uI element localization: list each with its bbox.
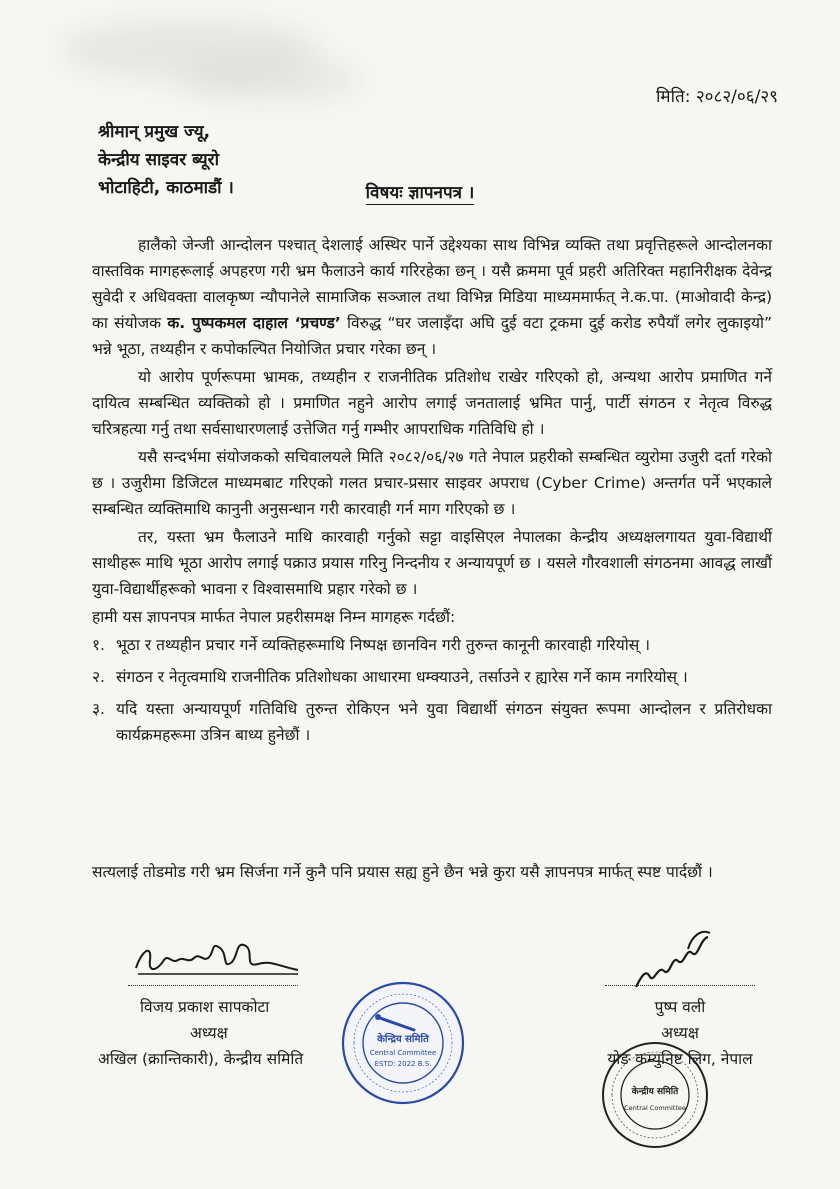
stamp-blue-line-1: केन्द्रिय समिति <box>377 1034 429 1045</box>
demand-item <box>92 664 772 690</box>
leader-name: क. पुष्पकमल दाहाल ‘प्रचण्ड’ <box>167 314 341 332</box>
letter-body <box>92 232 772 754</box>
signature-left <box>128 930 308 985</box>
stamp-black-line-1: केन्द्रीय समिति <box>631 1087 679 1097</box>
stamp-blue-line-3: ESTD: 2022 B.S. <box>374 1060 432 1068</box>
demand-text: भूठा र तथ्यहीन प्रचार गर्ने व्यक्तिहरूमाथि निष्पक्ष छानविन गरी तुरुन्त कानूनी कारवाही गरियोस् । <box>116 636 650 654</box>
demand-item <box>92 696 772 748</box>
paragraph-1-part-a: हालैको जेन्जी आन्दोलन पश्चात् देशलाई अस्थिर पार्ने उद्देश्यका साथ विभिन्न व्यक्ति तथा प्रवृत्तिहरूले आन्दोलनका वास्तविक मागहरूलाई अपहरण गरी भ्रम फैलाउने कार्य गरिरहेका छन् । यसै क्रममा पूर्व प्रहरी अतिरिक्त महानिरीक्षक देवेन्द्र सुवेदी र अधिवक्ता वालकृष्ण न्यौपानेले सामाजिक सञ्जाल तथा विभिन्न मिडिया माध्यममार्फत् ने.क.पा. (माओवादी केन्द्र) का संयोजक <box>92 236 772 332</box>
paragraph-1-part-b: विरुद्ध “घर जलाइँदा अघि दुई वटा ट्रकमा दुई करोड रुपैयाँ लगेर लुकाइयो” भन्ने भूठा, तथ्यहीन र कपोकल्पित नियोजित प्रचार गरेका छन् । <box>92 314 772 358</box>
letter-date: मिति: २०८२/०६/२९ <box>656 87 778 107</box>
paragraph-1 <box>92 232 772 362</box>
signatory-right-title: अध्यक्ष <box>661 1024 699 1042</box>
signature-line-right <box>605 985 755 986</box>
demand-text: संगठन र नेतृत्वमाथि राजनीतिक प्रतिशोधका आधारमा धम्क्याउने, तर्साउने र ह्यारेस गर्ने काम नगरियोस् । <box>116 668 688 686</box>
demand-number: ३. <box>92 700 105 718</box>
signatory-left-title: अध्यक्ष <box>190 1024 228 1042</box>
demand-number: १. <box>92 636 105 654</box>
demand-number: २. <box>92 668 105 686</box>
demands-intro: हामी यस ज्ञापनपत्र मार्फत नेपाल प्रहरीसमक्ष निम्न मागहरू गर्दछौं: <box>92 608 456 626</box>
recipient-line-2: केन्द्रीय साइवर ब्यूरो <box>98 150 219 170</box>
signatory-right-org: योङ कम्युनिष्ट लिग, नेपाल <box>607 1050 753 1068</box>
stamp-black-line-2: Central Committee <box>624 1104 686 1112</box>
demand-item <box>92 632 772 658</box>
paragraph-2: यो आरोप पूर्णरूपमा भ्रामक, तथ्यहीन र राजनीतिक प्रतिशोध राखेर गरिएको हो, अन्यथा आरोप प्रमाणित गर्ने दायित्व सम्बन्धित व्यक्तिको हो । प्रमाणित नहुने आरोप लगाई जनतालाई भ्रमित पार्नु, पार्टी संगठन र नेतृत्व विरुद्ध चरित्रहत्या गर्नु तथा सर्वसाधारणलाई उत्तेजित गर्नु गम्भीर आपराधिक गतिविधि हो । <box>92 368 772 438</box>
signatory-left-name: विजय प्रकाश सापकोटा <box>140 998 270 1016</box>
demands-list <box>92 632 772 748</box>
subject-text: विषयः ज्ञापनपत्र । <box>365 183 475 203</box>
signatory-left-org: अखिल (क्रान्तिकारी), केन्द्रीय समिति <box>98 1050 304 1068</box>
signature-line-left <box>128 985 298 986</box>
recipient-line-3: भोटाहिटी, काठमाडौं । <box>98 178 234 198</box>
organization-stamp-black <box>600 1040 710 1150</box>
paragraph-4: तर, यस्ता भ्रम फैलाउने माथि कारवाही गर्नुको सट्टा वाइसिएल नेपालका केन्द्रीय अध्यक्षलगायत युवा-विद्यार्थी साथीहरू माथि भूठा आरोप लगाई पक्राउ प्रयास गरिनु निन्दनीय र अन्यायपूर्ण छ । यसले गौरवशाली संगठनमा आवद्ध लाखौं युवा-विद्यार्थीहरूको भावना र विश्वासमाथि प्रहार गरेको छ । <box>92 528 772 598</box>
signatory-right-name: पुष्प वली <box>654 998 706 1016</box>
stamp-blue-line-2: Central Committee <box>369 1049 437 1057</box>
organization-stamp-blue <box>340 980 466 1106</box>
recipient-line-1: श्रीमान् प्रमुख ज्यू, <box>98 122 211 142</box>
demand-text: यदि यस्ता अन्यायपूर्ण गतिविधि तुरुन्त रोकिएन भने युवा विद्यार्थी संगठन संयुक्त रूपमा आन्दोलन र प्रतिरोधका कार्यक्रमहरूमा उत्रिन बाध्य हुनेछौं । <box>116 700 772 744</box>
paragraph-3: यसै सन्दर्भमा संयोजकको सचिवालयले मिति २०८२/०६/२७ गते नेपाल प्रहरीको सम्बन्धित व्युरोमा उजुरी दर्ता गरेको छ । उजुरीमा डिजिटल माध्यमबाट गरिएको गलत प्रचार-प्रसार साइवर अपराध (Cyber Crime) अन्तर्गत पर्ने भएकाले सम्बन्धित व्यक्तिमाथि कानुनी अनुसन्धान गरी कारवाही गर्न माग गरिएको छ । <box>92 448 772 518</box>
letter-subject <box>0 180 840 203</box>
closing-paragraph: सत्यलाई तोडमोड गरी भ्रम सिर्जना गर्ने कुनै पनि प्रयास सह्य हुने छैन भन्ने कुरा यसै ज्ञापनपत्र मार्फत् स्पष्ट पार्दछौं । <box>92 863 713 881</box>
